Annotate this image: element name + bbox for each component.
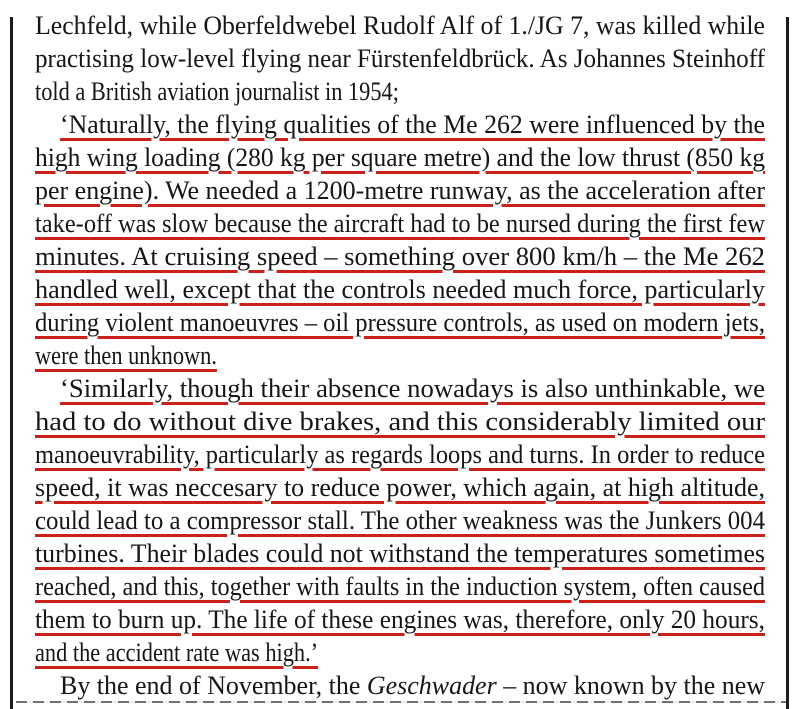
underlined-text-line [35, 603, 765, 636]
text-segment: manoeuvrability, particularly as regards loops and turns. In order to reduce [35, 440, 765, 469]
body-text-block [35, 9, 765, 702]
text-segment: them to burn up. The life of these engines was, therefore, only 20 hours, [35, 605, 765, 634]
text-segment: told a British aviation journalist in 1954; [35, 77, 399, 106]
underlined-text-line [35, 207, 765, 240]
text-segment: handled well, except that the controls needed much force, particularly [35, 275, 765, 304]
text-segment: practising low-level flying near Fürstenfeldbrück. As Johannes Steinhoff [35, 44, 765, 73]
underlined-text-line [35, 537, 765, 570]
bottom-scan-artifact-line [16, 701, 786, 703]
left-page-edge-rule [10, 17, 13, 709]
text-segment: – now known by the new [496, 671, 765, 700]
underlined-text-line [35, 405, 765, 438]
underlined-text-line [35, 570, 765, 603]
text-segment: ‘Naturally, the flying qualities of the Me 262 were influenced by the [60, 110, 765, 139]
text-segment: and the accident rate was high.’ [35, 638, 319, 667]
text-line [35, 75, 399, 108]
underlined-text-line [35, 141, 765, 174]
underlined-text-line [35, 273, 765, 306]
underlined-text-line [35, 240, 765, 273]
underlined-text-line [35, 438, 765, 471]
underlined-text-line [35, 636, 318, 669]
text-segment: ‘Similarly, though their absence nowadays is also unthinkable, we [60, 374, 765, 403]
underlined-text-line [35, 174, 765, 207]
italic-text-segment: Geschwader [366, 671, 497, 700]
text-line [60, 669, 765, 702]
text-segment: could lead to a compressor stall. The other weakness was the Junkers 004 [35, 506, 765, 535]
underlined-text-line [60, 108, 765, 141]
text-line [35, 42, 765, 75]
underlined-text-line [35, 471, 765, 504]
underlined-text-line [35, 339, 217, 372]
underlined-text-line [35, 306, 765, 339]
text-segment: take-off was slow because the aircraft had to be nursed during the first few [35, 209, 765, 238]
text-segment: per engine). We needed a 1200-metre runway, as the acceleration after [35, 176, 765, 205]
text-segment: during violent manoeuvres – oil pressure controls, as used on modern jets, [35, 308, 765, 337]
text-segment: had to do without dive brakes, and this considerably limited our [35, 407, 765, 436]
text-segment: minutes. At cruising speed – something over 800 km/h – the Me 262 [35, 242, 765, 271]
underlined-text-line [35, 504, 765, 537]
right-page-edge-rule [786, 17, 789, 709]
underlined-text-line [60, 372, 765, 405]
text-segment: By the end of November, the [60, 671, 367, 700]
text-line [35, 9, 765, 42]
text-segment: Lechfeld, while Oberfeldwebel Rudolf Alf of 1./JG 7, was killed while [35, 11, 765, 40]
text-segment: speed, it was neccesary to reduce power, which again, at high altitude, [35, 473, 765, 502]
text-segment: were then unknown. [35, 341, 217, 370]
text-segment: reached, and this, together with faults in the induction system, often caused [35, 572, 765, 601]
text-segment: turbines. Their blades could not withstand the temperatures sometimes [35, 539, 765, 568]
text-segment: high wing loading (280 kg per square metre) and the low thrust (850 kg [35, 143, 765, 172]
